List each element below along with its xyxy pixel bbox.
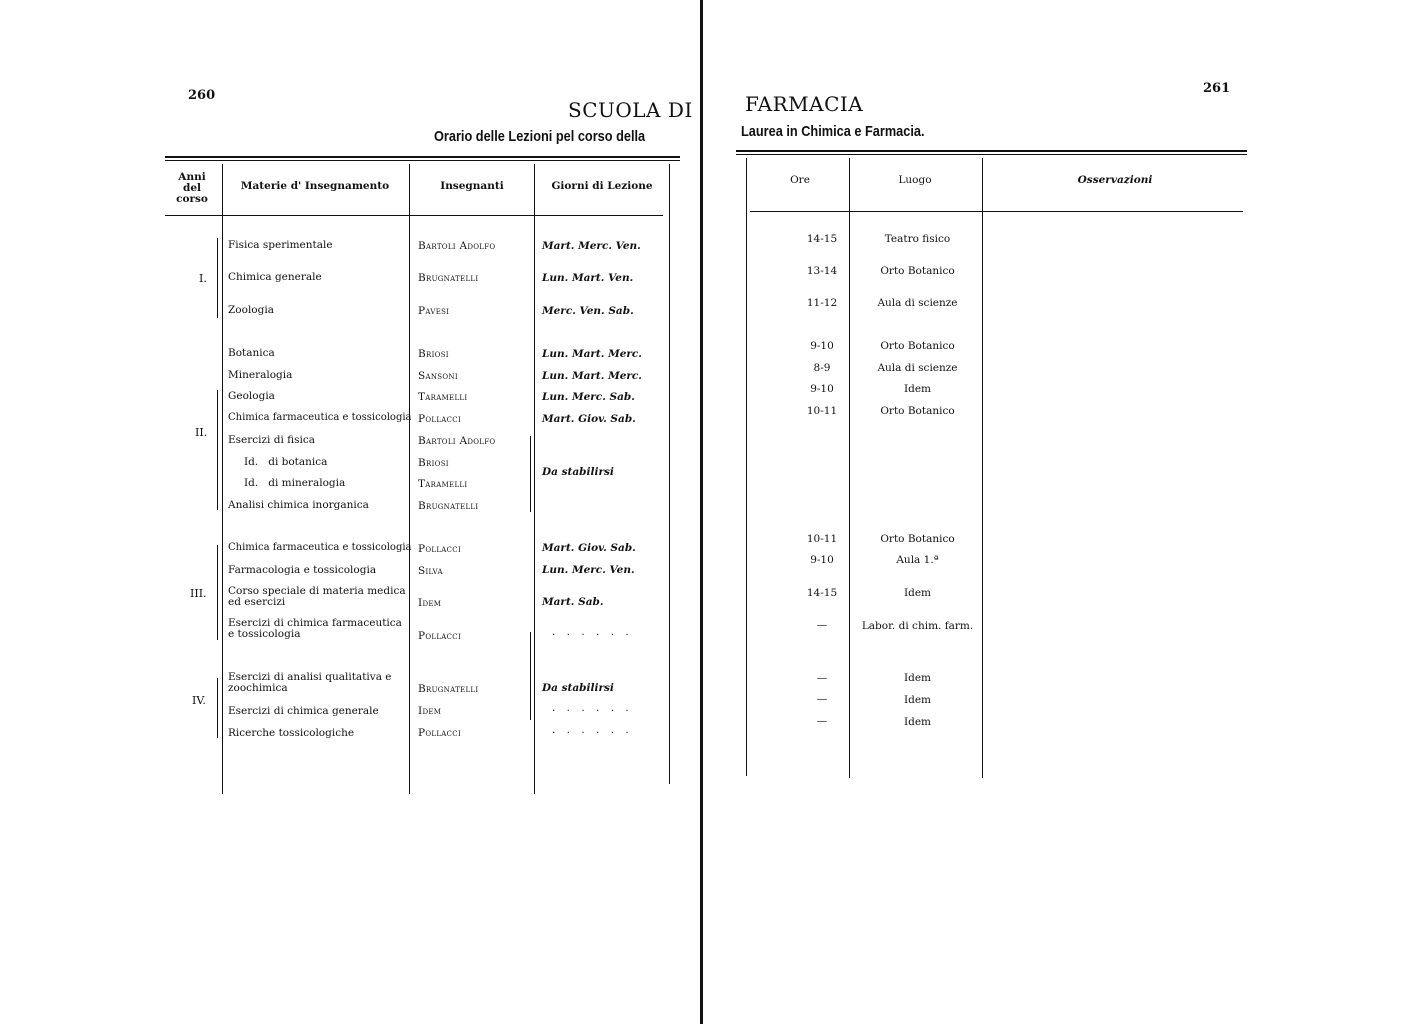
hours-row-8: 10-11 [806,533,838,545]
subject-row-7: Chimica farmaceutica e tossicologia [228,412,412,423]
days-to-be-determined-2: Da stabilirsi [542,466,614,478]
subject-row-3: Zoologia [228,304,274,316]
subject-row-12: Chimica farmaceutica e tossicologia [228,542,412,553]
hours-row-2: 13-14 [806,265,838,277]
right-top-rule [736,150,1247,152]
subject-row-17: Esercizi di chimica generale [228,705,379,717]
place-row-5: Aula di scienze [877,362,958,374]
right-page-heading: FARMACIA [745,92,864,116]
year-brace-1 [217,238,222,318]
teacher-row-17: Idem [418,705,442,717]
subject-row-8: Esercizi di fisica [228,434,316,446]
days-row-1: Mart. Merc. Ven. [542,240,641,252]
teacher-row-15: Pollacci [418,630,462,642]
days-dots-row-18: . . . . . . [552,724,633,736]
subject-row-6: Geologia [228,390,275,402]
days-row-2: Lun. Mart. Ven. [542,272,634,284]
days-row-5: Lun. Mart. Merc. [542,370,642,382]
subject-row-2: Chimica generale [228,271,322,283]
place-row-12: Idem [903,672,932,684]
teacher-row-2: Brugnatelli [418,272,479,284]
right-page-number: 261 [1203,81,1231,96]
left-header-rule [165,215,663,216]
header-years: Anni del corso [176,171,208,205]
header-hours: Ore [790,174,810,186]
subject-row-4: Botanica [228,347,275,359]
teacher-row-6: Taramelli [418,391,468,403]
days-row-12: Mart. Giov. Sab. [542,542,636,554]
place-row-10: Idem [903,587,932,599]
subject-row-11: Analisi chimica inorganica [228,499,369,511]
days-row-6: Lun. Merc. Sab. [542,391,635,403]
teacher-row-13: Silva [418,565,443,577]
year-brace-3 [217,545,222,640]
place-row-6: Idem [903,383,932,395]
subject-row-9: Id. di botanica [244,456,328,468]
days-row-7: Mart. Giov. Sab. [542,413,636,425]
days-row-4: Lun. Mart. Merc. [542,348,642,360]
subject-row-16: Esercizi di analisi qualitativa e zoochimica [228,671,392,694]
right-col-divider-0 [746,158,747,776]
hours-row-12: — [816,672,828,684]
teacher-row-10: Taramelli [418,478,468,490]
hours-row-10: 14-15 [806,587,838,599]
days-row-3: Merc. Ven. Sab. [542,305,634,317]
hours-row-7: 10-11 [806,405,838,417]
teacher-row-3: Pavesi [418,305,450,317]
hours-row-14: — [816,715,828,727]
header-teachers: Insegnanti [440,180,504,192]
place-row-8: Orto Botanico [880,533,955,545]
subject-row-13: Farmacologia e tossicologia [228,564,377,576]
teacher-row-7: Pollacci [418,413,462,425]
year-label-1: I. [199,272,207,285]
right-header-rule [750,211,1243,212]
right-col-divider-2 [982,158,983,778]
header-subjects: Materie d' Insegnamento [240,180,390,192]
left-col-divider-1 [222,164,223,794]
left-top-rule-thin [165,160,680,161]
teacher-row-12: Pollacci [418,543,462,555]
days-row-14: Mart. Sab. [542,596,604,608]
teacher-row-4: Briosi [418,348,449,360]
year-brace-4 [217,678,222,738]
hours-row-1: 14-15 [806,233,838,245]
right-col-divider-1 [849,158,850,778]
days-to-be-determined-4: Da stabilirsi [542,682,614,694]
days-brace-2 [530,436,535,512]
subject-row-18: Ricerche tossicologiche [228,727,355,739]
days-dots-row-17: . . . . . . [552,702,633,714]
hours-row-4: 9-10 [810,340,834,352]
hours-row-5: 8-9 [813,362,831,374]
year-label-4: IV. [192,694,206,707]
header-notes: Osservazioni [1077,174,1153,186]
teacher-row-16: Brugnatelli [418,683,479,695]
place-row-9: Aula 1.ª [896,554,939,566]
left-top-rule [165,156,680,158]
hours-row-9: 9-10 [810,554,834,566]
left-page-heading: SCUOLA DI [568,98,693,122]
days-brace-4 [530,632,535,720]
subject-row-10: Id. di mineralogia [244,477,346,489]
teacher-row-1: Bartoli Adolfo [418,240,496,252]
place-row-1: Teatro fisico [884,233,951,245]
book-spine [700,0,703,1024]
right-top-rule-thin [736,154,1247,155]
place-row-13: Idem [903,694,932,706]
year-label-2: II. [195,426,208,439]
place-row-11: Labor. di chim. farm. [861,620,974,632]
hours-row-3: 11-12 [806,297,838,309]
left-col-divider-2 [409,164,410,794]
hours-row-13: — [816,693,828,705]
left-page-number: 260 [188,88,216,103]
teacher-row-9: Briosi [418,457,449,469]
hours-row-6: 9-10 [810,383,834,395]
subject-row-15: Esercizi di chimica farmaceutica e tossicologia [228,617,402,640]
teacher-row-14: Idem [418,597,442,609]
teacher-row-5: Sansoni [418,370,458,382]
subject-row-5: Mineralogia [228,369,293,381]
year-label-3: III. [190,587,207,600]
subject-row-14: Corso speciale di materia medica ed esercizi [228,585,406,608]
subject-row-1: Fisica sperimentale [228,239,333,251]
left-col-divider-4 [669,164,670,784]
right-page-subheading: Laurea in Chimica e Farmacia. [741,123,925,140]
days-row-13: Lun. Merc. Ven. [542,564,635,576]
hours-row-11: — [816,619,828,631]
place-row-3: Aula di scienze [877,297,958,309]
header-days: Giorni di Lezione [551,180,653,192]
teacher-row-18: Pollacci [418,727,462,739]
header-place: Luogo [898,174,932,186]
place-row-2: Orto Botanico [880,265,955,277]
left-page-subheading: Orario delle Lezioni pel corso della [434,128,646,145]
teacher-row-11: Brugnatelli [418,500,479,512]
teacher-row-8: Bartoli Adolfo [418,435,496,447]
year-brace-2 [217,390,222,510]
place-row-14: Idem [903,716,932,728]
place-row-7: Orto Botanico [880,405,955,417]
place-row-4: Orto Botanico [880,340,955,352]
days-dots-row-15: . . . . . . [552,626,633,638]
